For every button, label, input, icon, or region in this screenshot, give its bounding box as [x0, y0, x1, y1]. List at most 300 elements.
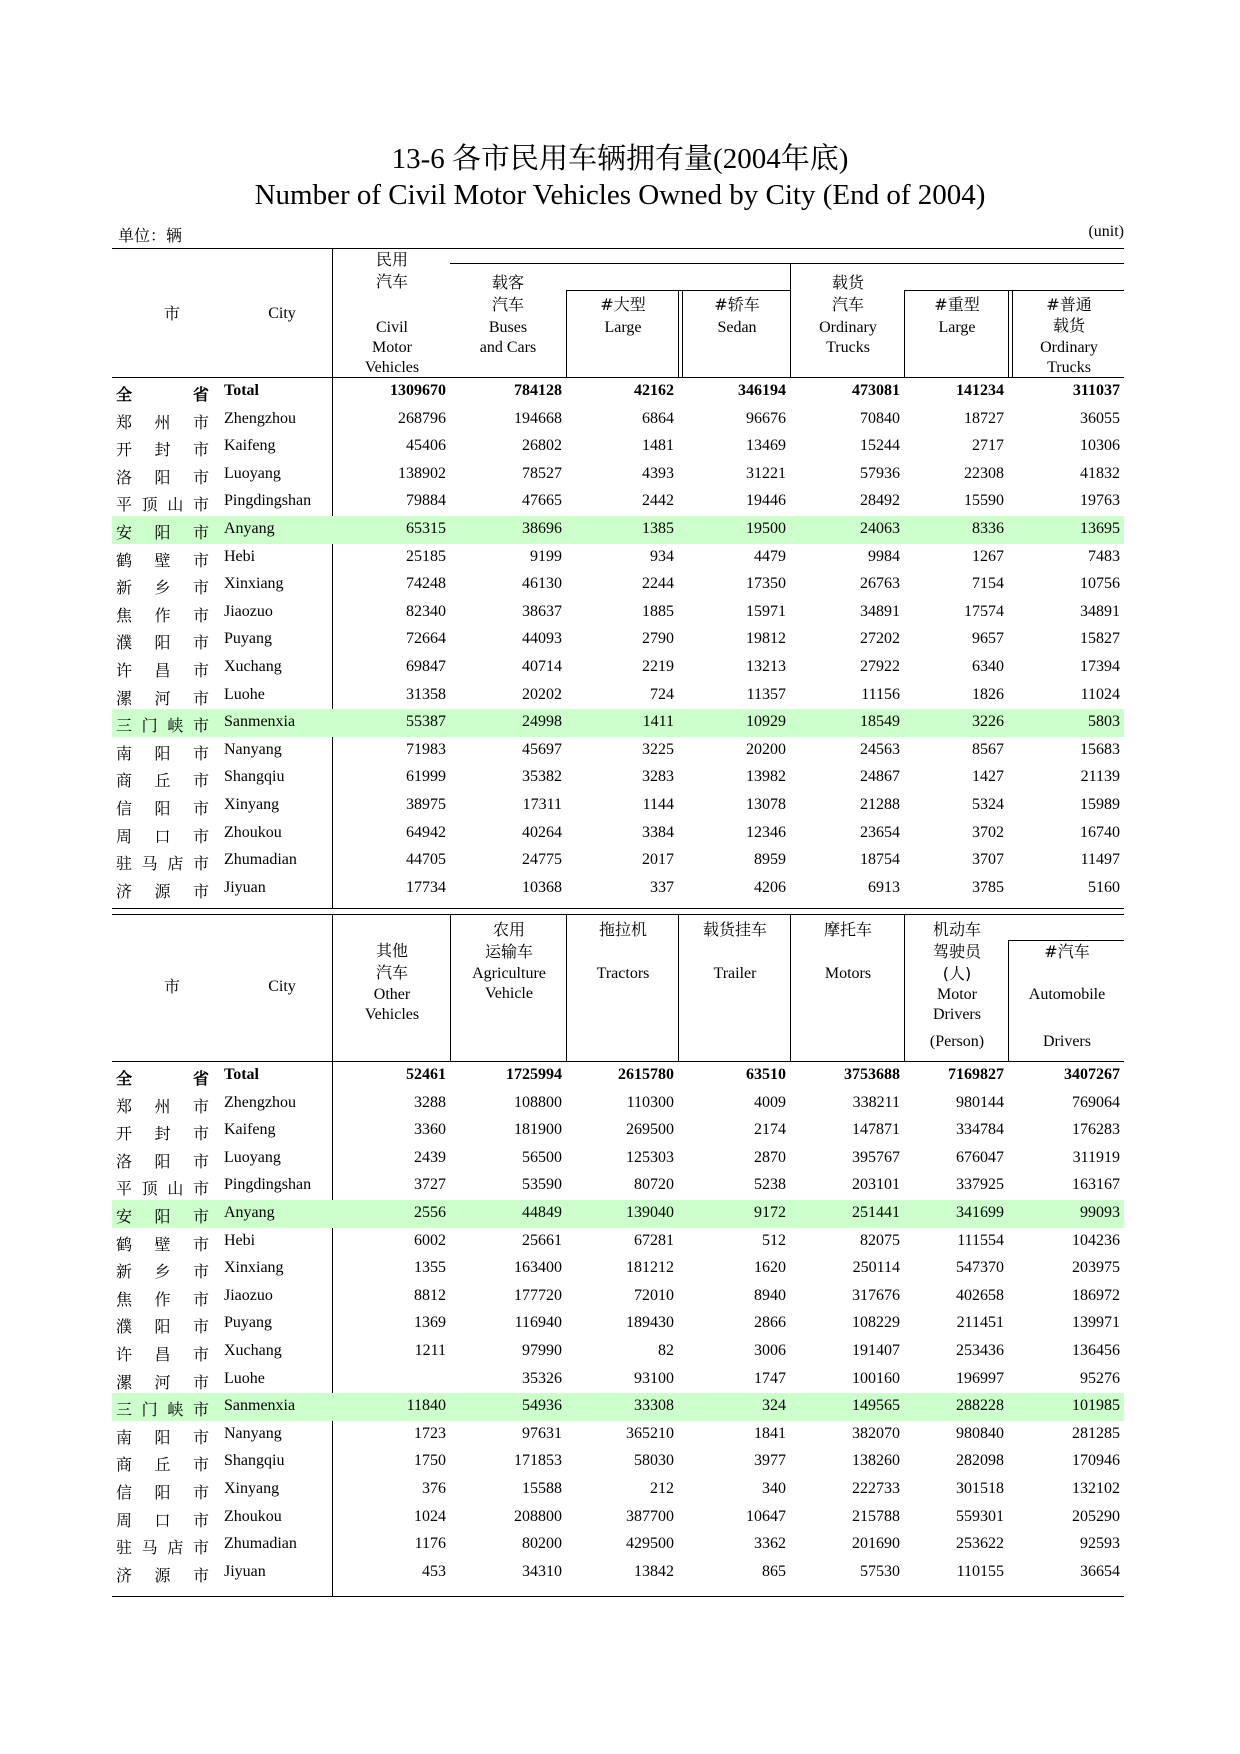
table-cell: 8959: [754, 851, 786, 869]
table-cell: 3283: [642, 768, 674, 786]
table-cell: 1427: [972, 768, 1004, 786]
table-cell: 1750: [414, 1452, 446, 1470]
table-cell: 100160: [852, 1369, 900, 1387]
city-name-char: 作: [154, 605, 171, 625]
table-cell: 365210: [626, 1424, 674, 1442]
table-cell: 95276: [1080, 1369, 1120, 1387]
city-name-char: 峡: [167, 716, 184, 736]
city-name-char: 山: [167, 1179, 184, 1199]
city-name-en: Pingdingshan: [224, 1176, 312, 1194]
table-cell: 47665: [522, 492, 562, 510]
city-name-en: Anyang: [224, 1204, 275, 1221]
table-cell: 17311: [522, 796, 562, 813]
table-cell: 74248: [406, 575, 446, 593]
table-cell: 340: [762, 1480, 786, 1497]
city-name-char: 马: [141, 1538, 158, 1558]
table-row: [112, 571, 1124, 599]
city-name-char: 漯: [116, 1372, 133, 1392]
table-row: [112, 847, 1124, 875]
city-name-char: 鹤: [116, 550, 133, 570]
table-cell: 11024: [1080, 685, 1120, 703]
table-cell: 34891: [1080, 602, 1120, 620]
table-cell: 12346: [746, 823, 786, 841]
table-cell: 3360: [414, 1121, 446, 1139]
table-cell: 28492: [860, 492, 900, 510]
city-name-char: 市: [192, 495, 209, 515]
city-name-char: 驻: [116, 1538, 133, 1558]
city-name-char: 源: [154, 881, 171, 901]
table-cell: 334784: [956, 1121, 1004, 1139]
city-name-char: 门: [141, 716, 158, 736]
table-cell: 15827: [1080, 630, 1120, 648]
city-name-en: Jiaozuo: [224, 1286, 273, 1304]
table-row: [112, 1283, 1124, 1311]
city-name-cn: [116, 713, 209, 736]
table-cell: 201690: [852, 1535, 900, 1553]
city-name-en: Xuchang: [224, 658, 282, 675]
table-cell: 676047: [956, 1148, 1004, 1166]
table-cell: 58030: [634, 1452, 674, 1470]
table-cell: 13469: [746, 437, 786, 455]
table-cell: 18727: [964, 409, 1004, 427]
header-drivers-cn-2: 驾驶员: [932, 942, 981, 961]
table-cell: 1725994: [506, 1066, 562, 1083]
table-cell: 338211: [852, 1093, 900, 1111]
table-cell: 40264: [522, 823, 562, 841]
table-cell: 97990: [522, 1342, 562, 1359]
city-name-en: Xinyang: [224, 1480, 280, 1497]
city-name-char: 阳: [154, 799, 171, 818]
table-cell: 208800: [514, 1507, 562, 1525]
table-cell: 15588: [522, 1480, 562, 1497]
city-name-char: 阳: [154, 1483, 171, 1502]
table-cell: 110155: [956, 1562, 1004, 1580]
table-cell: 2870: [754, 1148, 786, 1166]
table-row: [112, 1090, 1124, 1118]
table-row: [112, 599, 1124, 627]
table-cell: 784128: [514, 382, 562, 399]
city-name-en: Luohe: [224, 1369, 265, 1387]
city-name-cn: [116, 768, 209, 791]
table-cell: 317676: [852, 1286, 900, 1304]
city-name-en: Shangqiu: [224, 768, 285, 786]
table-cell: 5324: [972, 796, 1004, 813]
table-cell: 36654: [1080, 1562, 1120, 1580]
table-cell: 7169827: [948, 1066, 1004, 1083]
table-cell: 27922: [860, 658, 900, 675]
city-name-char: 三: [116, 716, 133, 736]
table-cell: 382070: [852, 1424, 900, 1442]
header-trailer-cn: 载货挂车: [702, 920, 767, 939]
table-cell: 108229: [852, 1314, 900, 1332]
city-name-char: 市: [192, 523, 209, 542]
table-cell: 4479: [754, 547, 786, 565]
table-cell: 2556: [414, 1204, 446, 1221]
table-cell: 24867: [860, 768, 900, 786]
city-name-char: 市: [192, 605, 209, 625]
table-cell: 6913: [868, 878, 900, 896]
table-cell: 2790: [642, 630, 674, 648]
table-cell: 111554: [957, 1231, 1004, 1249]
header2-city-cn: 市: [163, 977, 180, 996]
header-other-cn-2: 汽车: [375, 963, 408, 982]
table-cell: 311037: [1072, 382, 1120, 399]
table-cell: 16740: [1080, 823, 1120, 841]
city-name-char: 市: [192, 578, 209, 598]
header-auto-drivers-cn: #汽车: [1044, 942, 1090, 961]
table-cell: 55387: [406, 713, 446, 731]
city-name-en: Luoyang: [224, 464, 281, 482]
table-row: [112, 1228, 1124, 1256]
table-cell: 42162: [634, 382, 674, 399]
header-other-cn-1: 其他: [375, 941, 408, 960]
city-name-char: 南: [116, 1427, 133, 1447]
table-cell: 97631: [522, 1424, 562, 1442]
header-drivers-en-3: (Person): [929, 1033, 985, 1050]
table-row: [112, 544, 1124, 572]
table-cell: 24775: [522, 851, 562, 869]
table-cell: 136456: [1072, 1342, 1120, 1359]
city-name-cn: [116, 1176, 209, 1199]
city-name-char: 市: [192, 1510, 209, 1530]
table-cell: 341699: [956, 1204, 1004, 1221]
table-cell: 15971: [746, 602, 786, 620]
table-cell: 1385: [642, 520, 674, 537]
table-row: [112, 1200, 1124, 1228]
city-name-en: Hebi: [224, 1231, 256, 1249]
table-cell: 41832: [1080, 464, 1120, 482]
table-cell: 251441: [852, 1204, 900, 1221]
city-name-char: 店: [167, 1538, 184, 1558]
city-name-char: 河: [154, 1372, 171, 1392]
city-name-char: 许: [116, 1345, 133, 1364]
table-cell: 9199: [530, 547, 562, 565]
header-city-cn: 市: [163, 304, 180, 323]
table-cell: 324: [762, 1397, 786, 1415]
city-name-char: 鹤: [116, 1234, 133, 1254]
table-cell: 108800: [514, 1093, 562, 1111]
header-truck-cn: 汽车: [831, 295, 864, 314]
city-name-cn: [116, 1370, 209, 1390]
city-name-cn: [116, 1452, 209, 1475]
table-cell: 13078: [746, 796, 786, 813]
city-name-char: 市: [192, 1207, 209, 1226]
city-name-en: Kaifeng: [224, 1121, 276, 1139]
city-name-char: 阳: [154, 467, 171, 487]
table-cell: 125303: [626, 1148, 674, 1166]
table-cell: 212: [650, 1480, 674, 1497]
city-name-char: 壁: [154, 1234, 171, 1254]
header-auto-drivers-en-1: Automobile: [1028, 986, 1106, 1003]
city-name-char: 壁: [154, 550, 171, 570]
table-cell: 45697: [522, 740, 562, 758]
city-name-char: 阳: [154, 523, 171, 542]
table-row: [112, 1504, 1124, 1532]
city-name-char: 新: [116, 1262, 133, 1282]
table-cell: 57936: [860, 464, 900, 482]
table-cell: 3384: [642, 823, 674, 841]
city-name-en: Pingdingshan: [224, 492, 312, 510]
city-name-char: 市: [192, 1427, 209, 1447]
city-name-char: 开: [116, 440, 133, 460]
table-cell: 191407: [852, 1342, 900, 1359]
city-name-cn: [116, 1342, 209, 1362]
header-truck-en-1: Ordinary: [819, 319, 877, 336]
table-cell: 11840: [406, 1397, 446, 1415]
table-cell: 4206: [754, 878, 786, 896]
city-name-char: 河: [154, 688, 171, 708]
table-cell: 149565: [852, 1397, 900, 1415]
city-name-en: Zhoukou: [224, 1507, 282, 1525]
table-cell: 54936: [522, 1397, 562, 1415]
city-name-char: 焦: [116, 605, 133, 625]
table-cell: 8567: [972, 740, 1004, 758]
header-drivers-en-2: Drivers: [933, 1006, 981, 1023]
city-name-char: 信: [116, 799, 133, 818]
city-name-char: 省: [192, 385, 209, 404]
city-name-char: 濮: [116, 1317, 133, 1337]
table-cell: 10368: [522, 878, 562, 896]
city-name-char: 市: [192, 743, 209, 763]
table-cell: 3288: [414, 1093, 446, 1111]
table-row: [112, 461, 1124, 489]
city-name-char: 平: [116, 1179, 133, 1199]
table-cell: 56500: [522, 1148, 562, 1166]
header-passenger-cn: 汽车: [491, 295, 524, 314]
city-name-char: 市: [192, 881, 209, 901]
table-row: [112, 1145, 1124, 1173]
table-cell: 346194: [738, 382, 786, 399]
table-cell: 80200: [522, 1535, 562, 1553]
table-cell: 1369: [414, 1314, 446, 1332]
city-name-en: Zhengzhou: [224, 409, 296, 427]
city-name-char: 洛: [116, 1151, 133, 1171]
table-row: [112, 1448, 1124, 1476]
city-name-char: 乡: [154, 1262, 171, 1282]
table-cell: 38696: [522, 520, 562, 537]
vehicle-table: [112, 248, 1124, 912]
table-cell: 1620: [754, 1259, 786, 1277]
table-cell: 301518: [956, 1480, 1004, 1497]
city-name-en: Anyang: [224, 520, 275, 537]
header-tractors-cn: 拖拉机: [598, 920, 647, 939]
table-row: [112, 1062, 1124, 1090]
table-cell: 253436: [956, 1342, 1004, 1359]
table-cell: 36055: [1080, 409, 1120, 427]
table-cell: 35326: [522, 1369, 562, 1387]
city-name-cn: [116, 382, 209, 402]
table-cell: 31358: [406, 685, 446, 703]
city-name-char: 濮: [116, 633, 133, 653]
table-cell: 171853: [514, 1452, 562, 1470]
table-cell: 23654: [860, 823, 900, 841]
header-agri-en-2: Vehicle: [485, 985, 533, 1002]
table-cell: 1267: [972, 547, 1004, 565]
city-name-en: Hebi: [224, 547, 256, 565]
table-cell: 82: [658, 1342, 674, 1359]
table-row: [112, 488, 1124, 516]
table-cell: 79884: [406, 492, 446, 510]
table-row: [112, 682, 1124, 710]
city-name-char: 郑: [116, 412, 133, 432]
table-cell: 17350: [746, 575, 786, 593]
table-cell: 181900: [514, 1121, 562, 1139]
table-row: [112, 1531, 1124, 1559]
table-cell: 138902: [398, 464, 446, 482]
city-name-char: 商: [116, 771, 133, 791]
city-name-char: 封: [154, 440, 171, 460]
table-cell: 253622: [956, 1535, 1004, 1553]
city-name-en: Nanyang: [224, 1424, 282, 1442]
table-cell: 376: [422, 1480, 446, 1497]
table-cell: 311919: [1072, 1148, 1120, 1166]
table-cell: 101985: [1072, 1397, 1120, 1415]
city-name-cn: [116, 879, 209, 899]
table-cell: 10756: [1080, 575, 1120, 593]
table-cell: 250114: [852, 1259, 900, 1277]
city-name-char: 市: [192, 633, 209, 653]
table-cell: 40714: [522, 658, 562, 675]
city-name-char: 市: [192, 1455, 209, 1475]
table-cell: 24998: [522, 713, 562, 731]
table-cell: 25661: [522, 1231, 562, 1249]
header-passenger-group: 载客: [491, 273, 524, 292]
city-name-cn: [116, 630, 209, 653]
city-name-char: 市: [192, 1124, 209, 1144]
page-title-en: Number of Civil Motor Vehicles Owned by City (End of 2004): [254, 179, 986, 211]
city-name-char: 店: [167, 854, 184, 874]
table-cell: 2174: [754, 1121, 786, 1139]
city-name-char: 市: [192, 1151, 209, 1171]
table-cell: 7154: [972, 575, 1004, 593]
city-name-cn: [116, 1204, 209, 1224]
table-cell: 453: [422, 1562, 446, 1580]
city-name-char: 平: [116, 495, 133, 515]
unit-label-en: (unit): [1088, 223, 1124, 240]
header-heavy-en: Large: [938, 319, 976, 336]
city-name-char: 全: [116, 385, 133, 404]
table-cell: 2244: [642, 575, 674, 593]
header-agri-cn-1: 农用: [492, 920, 525, 939]
city-name-en: Sanmenxia: [224, 1397, 296, 1415]
table-cell: 116940: [514, 1314, 562, 1332]
table-cell: 769064: [1072, 1093, 1120, 1111]
table-cell: 3226: [972, 713, 1004, 731]
table-cell: 13842: [634, 1562, 674, 1580]
table-cell: 13982: [746, 768, 786, 786]
table-cell: 2219: [642, 658, 674, 675]
city-name-char: 市: [192, 550, 209, 570]
table-cell: 10647: [746, 1507, 786, 1525]
table-row: [112, 654, 1124, 682]
city-name-cn: [116, 520, 209, 540]
table-cell: 110300: [626, 1093, 674, 1111]
table-cell: 547370: [956, 1259, 1004, 1277]
table-cell: 78527: [522, 464, 562, 482]
table-cell: 211451: [956, 1314, 1004, 1332]
header-large-cn: #大型: [600, 295, 646, 314]
city-name-char: 口: [154, 826, 171, 846]
city-name-char: 市: [192, 1289, 209, 1309]
table-cell: 186972: [1072, 1286, 1120, 1304]
table-cell: 35382: [522, 768, 562, 786]
city-name-char: 焦: [116, 1289, 133, 1309]
table-cell: 53590: [522, 1176, 562, 1194]
table-cell: 71983: [406, 740, 446, 758]
header-civil-en-1: Civil: [375, 319, 408, 336]
city-name-char: 新: [116, 578, 133, 598]
city-name-cn: [116, 1232, 209, 1252]
city-name-cn: [116, 575, 209, 598]
table-cell: 6002: [414, 1231, 446, 1249]
city-name-cn: [116, 686, 209, 706]
table-cell: 18549: [860, 713, 900, 731]
table-cell: 281285: [1072, 1424, 1120, 1442]
city-name-char: 郑: [116, 1096, 133, 1116]
table-cell: 288228: [956, 1397, 1004, 1415]
table-cell: 65315: [406, 520, 446, 537]
city-name-en: Total: [224, 1066, 259, 1083]
table-cell: 5238: [754, 1176, 786, 1194]
city-name-cn: [116, 437, 209, 460]
city-name-en: Jiaozuo: [224, 602, 273, 620]
header-ordinary-en-2: Trucks: [1047, 359, 1091, 376]
table-cell: 15244: [860, 437, 900, 455]
table-cell: 222733: [852, 1480, 900, 1497]
table-cell: 147871: [852, 1121, 900, 1139]
city-name-char: 市: [192, 688, 209, 708]
table-cell: 3407267: [1064, 1066, 1120, 1083]
table-cell: 8940: [754, 1286, 786, 1304]
city-name-char: 三: [116, 1400, 133, 1420]
city-name-en: Zhumadian: [224, 851, 297, 869]
table-row: [112, 406, 1124, 434]
table-cell: 215788: [852, 1507, 900, 1525]
table-cell: 1144: [642, 796, 674, 813]
table-row: [112, 792, 1124, 820]
table-cell: 1024: [414, 1507, 446, 1525]
table-cell: 10929: [746, 713, 786, 731]
city-name-cn: [116, 1149, 209, 1169]
header-auto-drivers-en-2: Drivers: [1043, 1033, 1091, 1050]
city-name-cn: [116, 851, 209, 874]
table-cell: 337925: [956, 1176, 1004, 1194]
table-cell: 72010: [634, 1286, 674, 1304]
table-cell: 512: [762, 1231, 786, 1249]
header-motors-cn: 摩托车: [823, 920, 872, 939]
header-passenger-en-2: and Cars: [479, 339, 537, 356]
city-name-char: 市: [192, 1179, 209, 1199]
city-name-char: 源: [154, 1565, 171, 1585]
city-name-char: 市: [192, 1400, 209, 1420]
header-trailer-en: Trailer: [713, 965, 757, 982]
city-name-char: 周: [116, 1510, 133, 1530]
city-name-char: 市: [192, 854, 209, 874]
table-cell: 20202: [522, 685, 562, 703]
table-cell: 44849: [522, 1204, 562, 1221]
table-cell: 9172: [754, 1204, 786, 1221]
table-cell: 1723: [414, 1424, 446, 1442]
table-cell: 2442: [642, 492, 674, 510]
table-cell: 18754: [860, 851, 900, 869]
table-cell: 21139: [1080, 768, 1120, 786]
table-cell: 189430: [626, 1314, 674, 1332]
city-name-char: 门: [141, 1400, 158, 1420]
header-agri-cn-2: 运输车: [484, 942, 533, 961]
city-name-char: 丘: [154, 771, 171, 791]
city-name-cn: [116, 1259, 209, 1282]
table-cell: 139971: [1072, 1314, 1120, 1332]
